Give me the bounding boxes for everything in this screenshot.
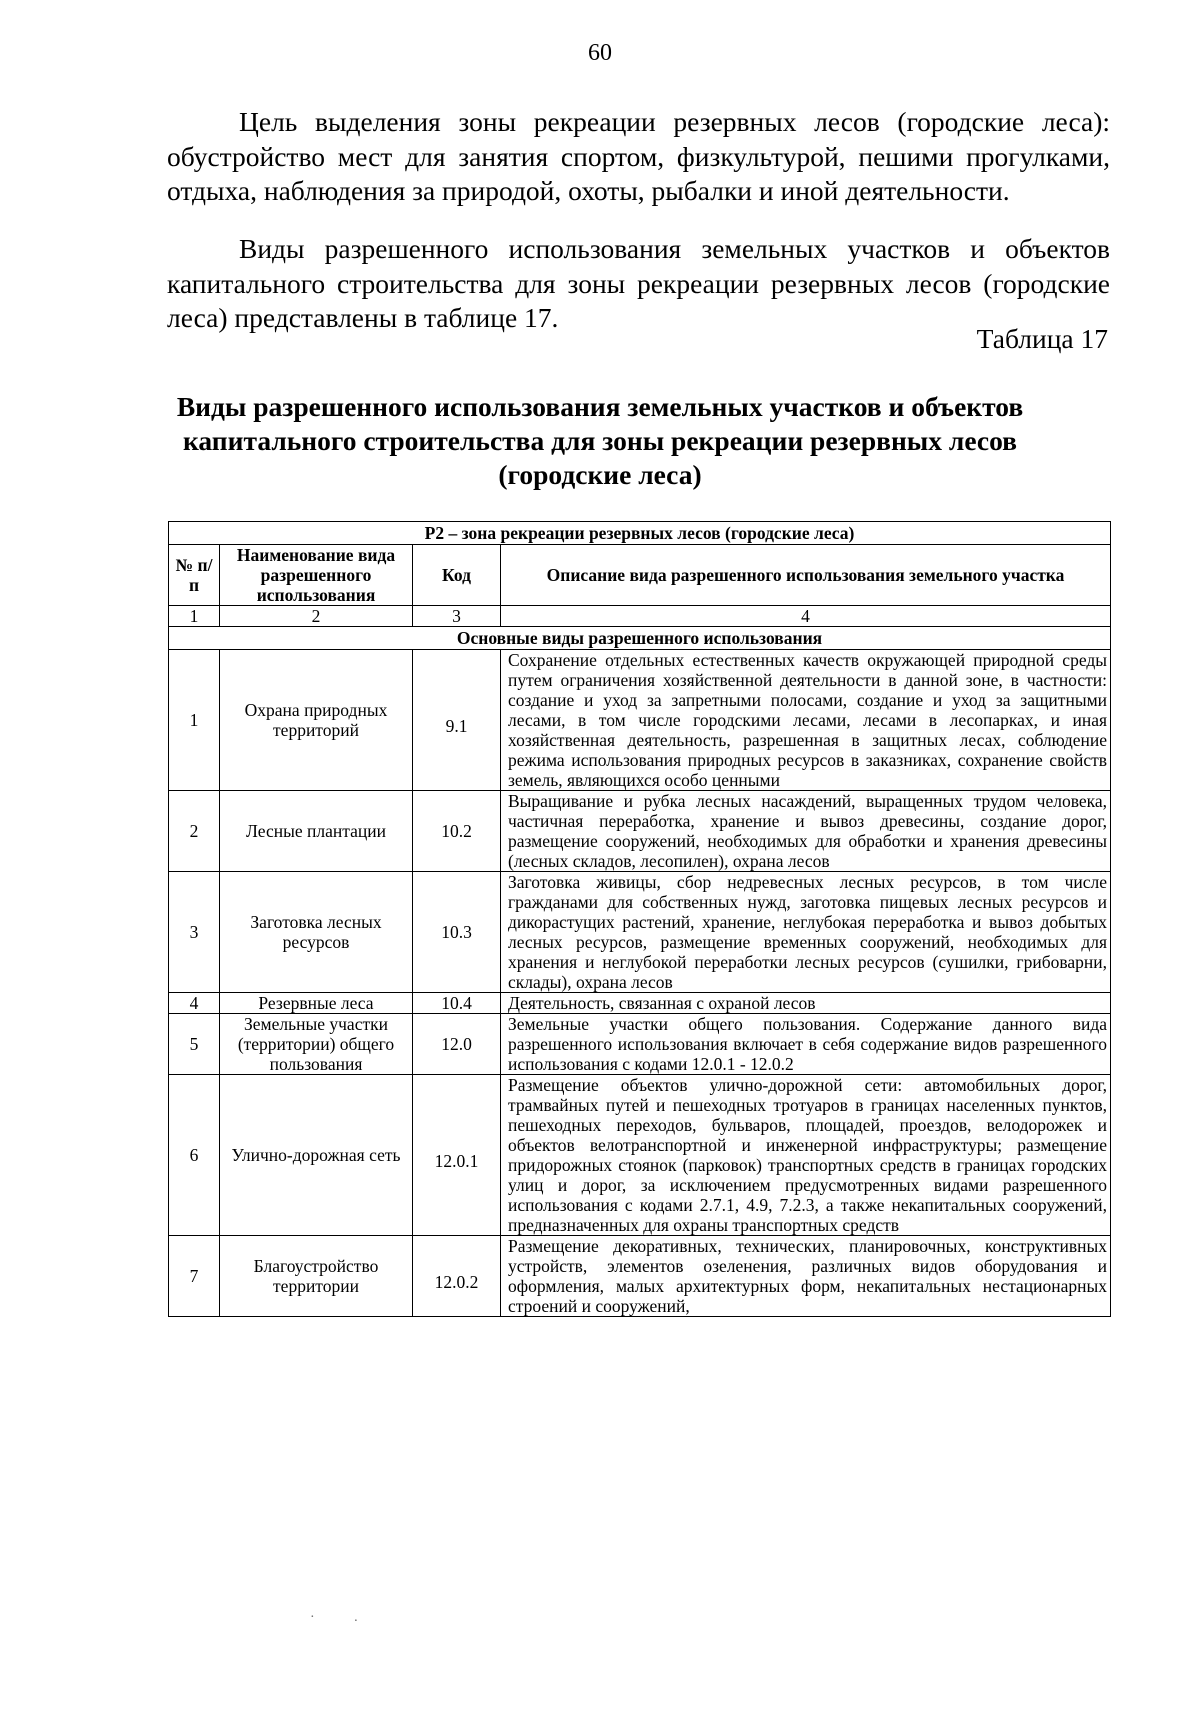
row-code: 12.0.2 [413, 1236, 501, 1317]
land-use-table [168, 521, 1111, 1317]
row-name: Лесные плантации [220, 791, 413, 872]
column-number: 2 [220, 606, 413, 627]
table-row [169, 1075, 1111, 1236]
row-code: 12.0.1 [413, 1075, 501, 1236]
section-title: Основные виды разрешенного использования [169, 627, 1111, 650]
row-num: 5 [169, 1014, 220, 1075]
table-row [169, 1236, 1111, 1317]
row-num: 3 [169, 872, 220, 993]
intro-paragraph-1 [167, 105, 1110, 209]
table-row [169, 791, 1111, 872]
row-description: Деятельность, связанная с охраной лесов [501, 993, 1111, 1014]
table-title: Виды разрешенного использования земельных участков и объектов капитального строительства для зоны рекреации резервных лесов (городские леса) [176, 391, 1024, 490]
paragraph-text: Виды разрешенного использования земельных участков и объектов капитального строительства для зоны рекреации резервных лесов (городские леса) представлены в таблице 17. [167, 233, 1110, 334]
row-code: 9.1 [413, 650, 501, 791]
column-number: 4 [501, 606, 1111, 627]
row-code: 10.4 [413, 993, 501, 1014]
page-number: 60 [588, 40, 612, 66]
row-code: 10.3 [413, 872, 501, 993]
row-name: Благоустройство территории [220, 1236, 413, 1317]
row-code: 10.2 [413, 791, 501, 872]
row-name: Охрана природных территорий [220, 650, 413, 791]
row-name: Улично-дорожная сеть [220, 1075, 413, 1236]
row-description: Выращивание и рубка лесных насаждений, выращенных трудом человека, частичная переработка, хранение и вывоз древесины, создание дорог, размещение сооружений, необходимых для обработки и хранения древесины (лесных складов, лесопилен), охрана лесов [501, 791, 1111, 872]
header-description: Описание вида разрешенного использования земельного участка [501, 545, 1111, 606]
row-num: 7 [169, 1236, 220, 1317]
zone-title: Р2 – зона рекреации резервных лесов (городские леса) [169, 522, 1111, 545]
row-num: 4 [169, 993, 220, 1014]
row-num: 1 [169, 650, 220, 791]
row-description: Земельные участки общего пользования. Содержание данного вида разрешенного использования включает в себя содержание видов разрешенного использования с кодами 12.0.1 - 12.0.2 [501, 1014, 1111, 1075]
paragraph-text: Цель выделения зоны рекреации резервных лесов (городские леса): обустройство мест для занятия спортом, физкультурой, пешими прогулками, отдыха, наблюдения за природой, охоты, рыбалки и иной деятельности. [167, 106, 1110, 207]
intro-paragraph-2 [167, 232, 1110, 336]
row-name: Земельные участки (территории) общего пользования [220, 1014, 413, 1075]
row-description: Размещение декоративных, технических, планировочных, конструктивных устройств, элементов озеленения, различных видов оборудования и оформления, малых архитектурных форм, некапитальных нестационарных строений и сооружений, [501, 1236, 1111, 1317]
row-name: Заготовка лесных ресурсов [220, 872, 413, 993]
row-num: 2 [169, 791, 220, 872]
header-name: Наименование вида разрешенного использования [220, 545, 413, 606]
header-num: № п/п [169, 545, 220, 606]
row-name: Резервные леса [220, 993, 413, 1014]
row-description: Заготовка живицы, сбор недревесных лесных ресурсов, в том числе гражданами для собственных нужд, заготовка пищевых лесных ресурсов и дикорастущих растений, хранение, неглубокая переработка и вывоз добытых лесных ресурсов, размещение временных сооружений, необходимых для хранения и неглубокой переработки лесных ресурсов (сушилки, грибоварни, склады), охрана лесов [501, 872, 1111, 993]
table-row [169, 1014, 1111, 1075]
row-num: 6 [169, 1075, 220, 1236]
table-label: Таблица 17 [976, 323, 1108, 354]
column-number: 1 [169, 606, 220, 627]
scan-specks: · . [310, 1610, 376, 1625]
row-code: 12.0 [413, 1014, 501, 1075]
row-description: Размещение объектов улично-дорожной сети: автомобильных дорог, трамвайных путей и пешеходных тротуаров в границах населенных пунктов, пешеходных переходов, бульваров, площадей, проездов, велодорожек и объектов велотранспортной и инженерной инфраструктуры; размещение придорожных стоянок (парковок) транспортных средств в границах городских улиц и дорог, за исключением предусмотренных видами разрешенного использования с кодами 2.7.1, 4.9, 7.2.3, а также некапитальных сооружений, предназначенных для охраны транспортных средств [501, 1075, 1111, 1236]
header-code: Код [413, 545, 501, 606]
table-row [169, 993, 1111, 1014]
row-description: Сохранение отдельных естественных качеств окружающей природной среды путем ограничения хозяйственной деятельности в данной зоне, в частности: создание и уход за запретными полосами, создание и уход за защитными лесами, в том числе городскими лесами, лесами в лесопарках, и иная хозяйственная деятельность, разрешенная в защитных лесах, соблюдение режима использования природных ресурсов в заказниках, сохранение свойств земель, являющихся особо ценными [501, 650, 1111, 791]
table-row [169, 650, 1111, 791]
table-row [169, 872, 1111, 993]
column-number: 3 [413, 606, 501, 627]
